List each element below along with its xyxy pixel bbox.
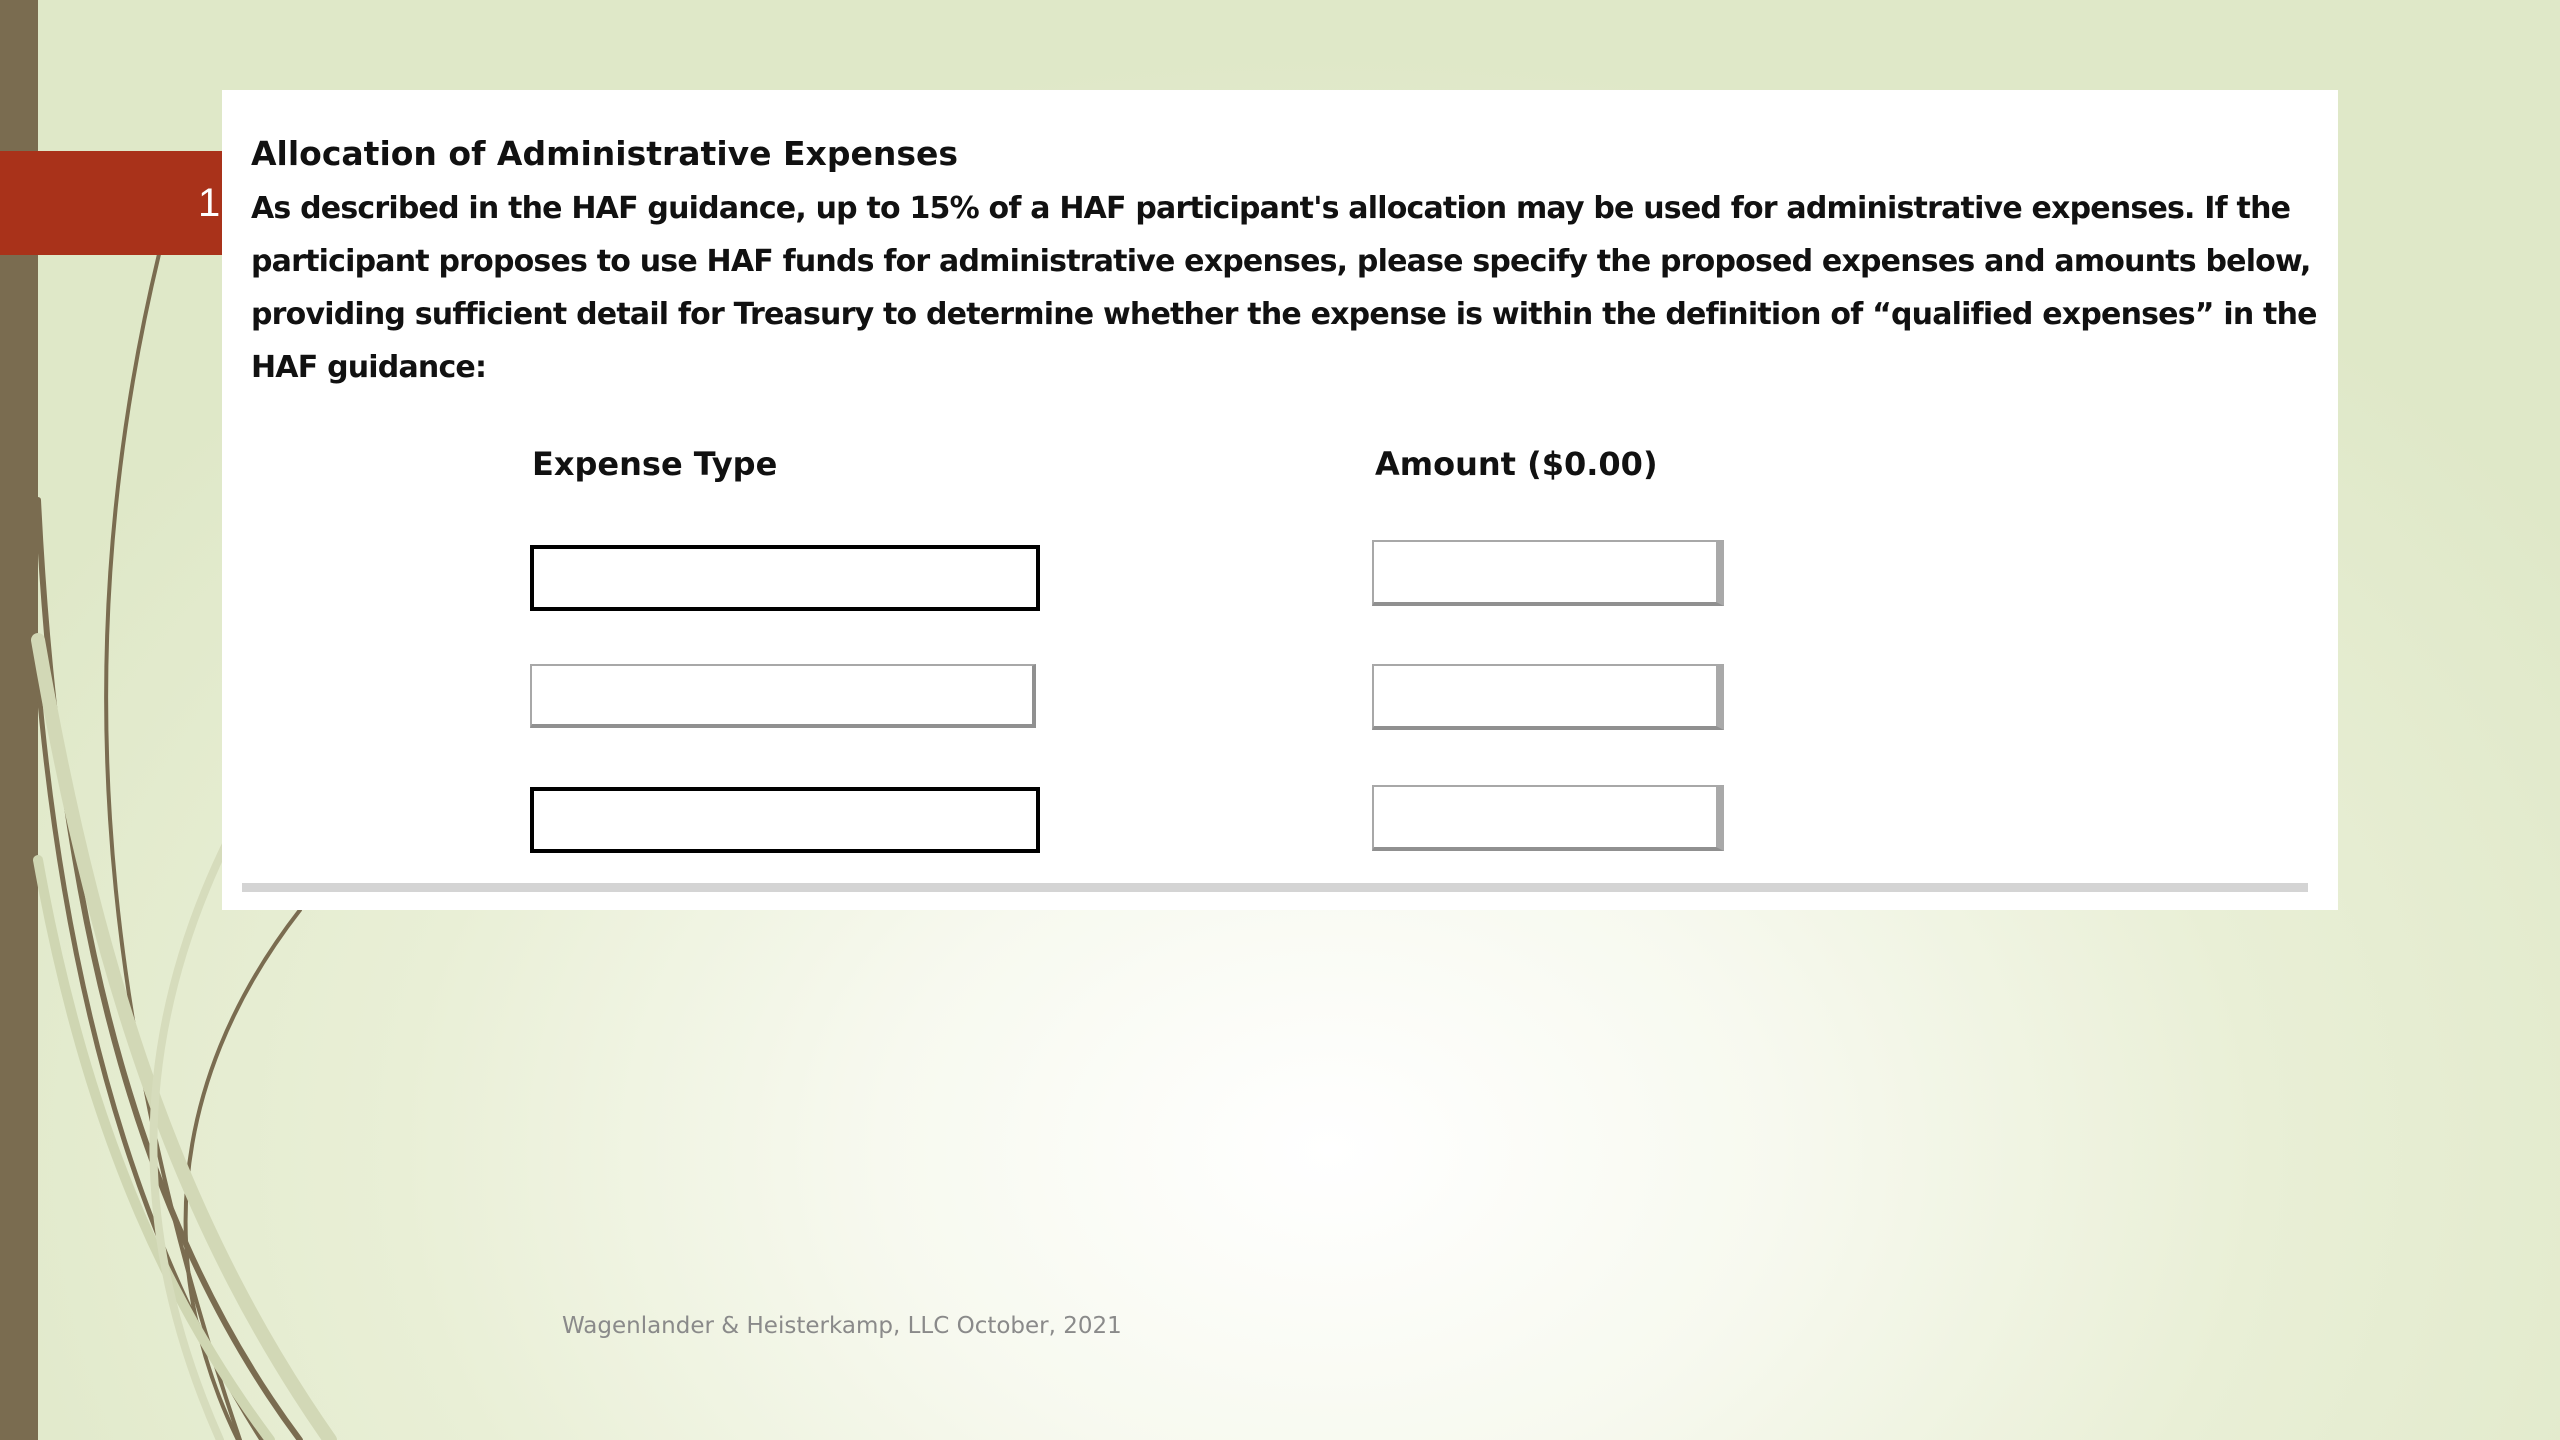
expense-type-field-1[interactable] — [530, 545, 1040, 611]
slide-footer: Wagenlander & Heisterkamp, LLC October, 2021 — [562, 1313, 1122, 1339]
section-divider — [242, 883, 2308, 892]
form-section-image — [222, 90, 2338, 910]
expense-type-field-3[interactable] — [530, 787, 1040, 853]
amount-field-1[interactable] — [1372, 540, 1724, 606]
amount-header: Amount ($0.00) — [1375, 445, 1658, 483]
section-description: As described in the HAF guidance, up to 15% of a HAF participant's allocation may be used for administrative expenses. If the participant proposes to use HAF funds for administrative expenses, please specify the proposed expenses and amounts below, providing sufficient detail for Treasury to determine whether the expense is within the definition of “qualified expenses” in the HAF guidance: — [251, 191, 2317, 385]
amount-field-3[interactable] — [1372, 785, 1724, 851]
amount-field-2[interactable] — [1372, 664, 1724, 730]
expense-type-field-2[interactable] — [530, 664, 1036, 728]
slide-number-tab — [0, 151, 222, 255]
expense-type-header: Expense Type — [532, 445, 778, 483]
slide-number: 1 — [198, 181, 221, 225]
section-title: Allocation of Administrative Expenses — [251, 134, 959, 173]
